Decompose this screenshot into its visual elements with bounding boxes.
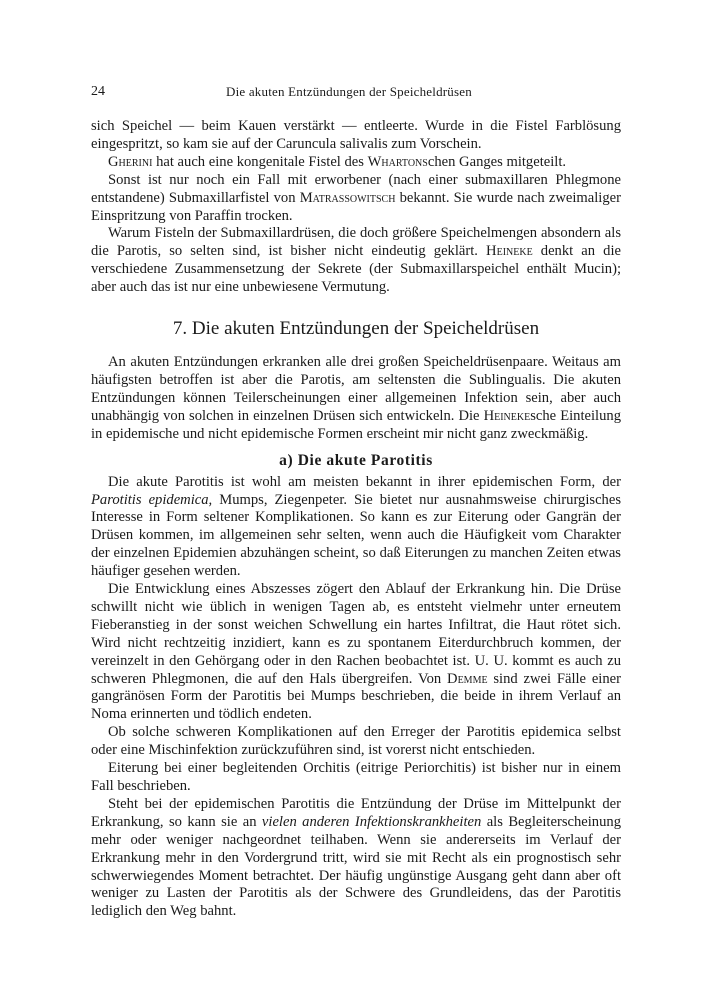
author-name: Whartons	[367, 153, 428, 170]
italic-term: Parotitis epidemica,	[91, 491, 213, 508]
text-run: Sonst ist nur noch ein Fall mit erworbener (nach einer submaxillaren Phlegmone entstandene) Submaxillarfistel von	[91, 171, 621, 206]
paragraph-acute-inflammations	[91, 354, 621, 444]
text-run: Die Entwicklung eines Abszesses zögert den Ablauf der Erkrankung hin. Die Drüse schwillt nicht wie üblich in wenigen Tagen ab, es entsteht vielmehr unter erneutem Fieberanstieg in der sonst weichen Schwellung ein hartes Infiltrat, die Haut rötet sich. Wird nicht rechtzeitig inzidiert, kann es zu spontanem Eiterdurchbruch kommen, der vereinzelt in den Gehörgang oder in den Rachen beobachtet ist. U. U. kommt es auch zu schweren Phlegmonen, die auf den Hals übergreifen. Von	[91, 581, 621, 687]
paragraph-submaxillary	[91, 225, 621, 297]
author-name: Matrassowitsch	[299, 189, 396, 206]
paragraph-parotitis-epidemica	[91, 474, 621, 581]
text-run: sche Einteilung in epidemische und nicht epidemische Formen erscheint mir nicht ganz zweckmäßig.	[91, 407, 621, 442]
paragraph-complications: Ob solche schweren Komplikationen auf den Erreger der Parotitis epidemica selbst oder eine Mischinfektion zurückzuführen sind, ist vorerst nicht entschieden.	[91, 724, 621, 759]
text-run: chen Ganges mitgeteilt.	[427, 153, 567, 170]
author-name: Demme	[447, 670, 488, 687]
section-title: 7. Die akuten Entzündungen der Speicheldrüsen	[172, 318, 540, 340]
italic-term: vielen anderen Infektionskrankheiten	[261, 813, 482, 830]
page-header	[91, 84, 621, 104]
author-name: Heineke	[486, 243, 533, 260]
paragraph-gherini	[91, 154, 621, 172]
text-run: Mumps, Ziegenpeter. Sie bietet nur ausnahmsweise chirurgisches Interesse in Form seltener Komplikationen. So kann es zur Eiterung oder Gangrän der Drüsen kommen, im allgemeinen sehr selten, wenn auch die Häufigkeit vom Charakter der einzelnen Epidemien abzuhängen scheint, so daß Eiterungen zu manchen Zeiten etwas häufiger gesehen werden.	[91, 491, 622, 580]
text-run: Steht bei der epidemischen Parotitis die Entzündung der Drüse im Mittelpunkt der Erkrankung, so kann sie an	[91, 795, 621, 830]
running-head: Die akuten Entzündungen der Speicheldrüsen	[226, 84, 472, 99]
text-run: als Begleiterscheinung mehr oder weniger nachgeordnet teilhaben. Wenn sie andererseits im Verlauf der Erkrankung mehr in den Vordergrund tritt, wird sie mit Recht als ein prognostisch sehr schwerwiegendes Moment betrachtet. Der häufig ungünstige Ausgang geht dann aber oft weniger zu Lasten der Parotitis als der Schwere des Grundleidens, das der Parotitis lediglich den Weg bahnt.	[91, 813, 621, 920]
text-run: denkt an die verschiedene Zusammensetzung der Sekrete (der Submaxillarspeichel enthält Mucin); aber auch das ist nur eine unbewiesene Vermutung.	[91, 243, 621, 296]
paragraph-fistula-continuation: sich Speichel — beim Kauen verstärkt — entleerte. Wurde in die Fistel Farblösung eingespritzt, so kam sie auf der Caruncula salivalis zum Vorschein.	[91, 118, 621, 152]
paragraph-orchitis: Eiterung bei einer begleitenden Orchitis (eitrige Periorchitis) ist bisher nur in einem Fall beschrieben.	[91, 760, 621, 794]
paragraph-matrassowitsch	[91, 172, 621, 226]
page-number: 24	[91, 84, 105, 99]
author-name: Heineke	[483, 407, 531, 424]
text-run: sind zwei Fälle einer gangränösen Form der Parotitis bei Mumps beschrieben, die beide in ihrem Verlauf an Noma erinnerten und tödlich endeten.	[91, 670, 621, 723]
paragraph-other-infections	[91, 796, 621, 921]
paragraph-abscess	[91, 581, 621, 724]
text-run: Warum Fisteln der Submaxillardrüsen, die doch größere Speichelmengen absondern als die Parotis, so selten sind, ist bisher nicht eindeutig geklärt.	[91, 225, 621, 260]
text-run: hat auch eine kongenitale Fistel des	[152, 153, 368, 170]
body-text	[91, 118, 621, 921]
text-run: Die akute Parotitis ist wohl am meisten bekannt in ihrer epidemischen Form, der	[108, 473, 621, 490]
author-name: Gherini	[108, 153, 153, 170]
text-run: An akuten Entzündungen erkranken alle drei großen Speicheldrüsenpaare. Weitaus am häufigsten betroffen ist aber die Parotis, am seltensten die Sublingualis. Die akuten Entzündungen können Teilerscheinungen einer allgemeinen Infektion sein, aber auch unabhängig von solchen in einzelnen Drüsen sich entwickeln. Die	[91, 354, 621, 424]
text-run: bekannt. Sie wurde nach zweimaliger Einspritzung von Paraffin trocken.	[91, 189, 621, 224]
subsection-title: a) Die akute Parotitis	[279, 451, 433, 469]
